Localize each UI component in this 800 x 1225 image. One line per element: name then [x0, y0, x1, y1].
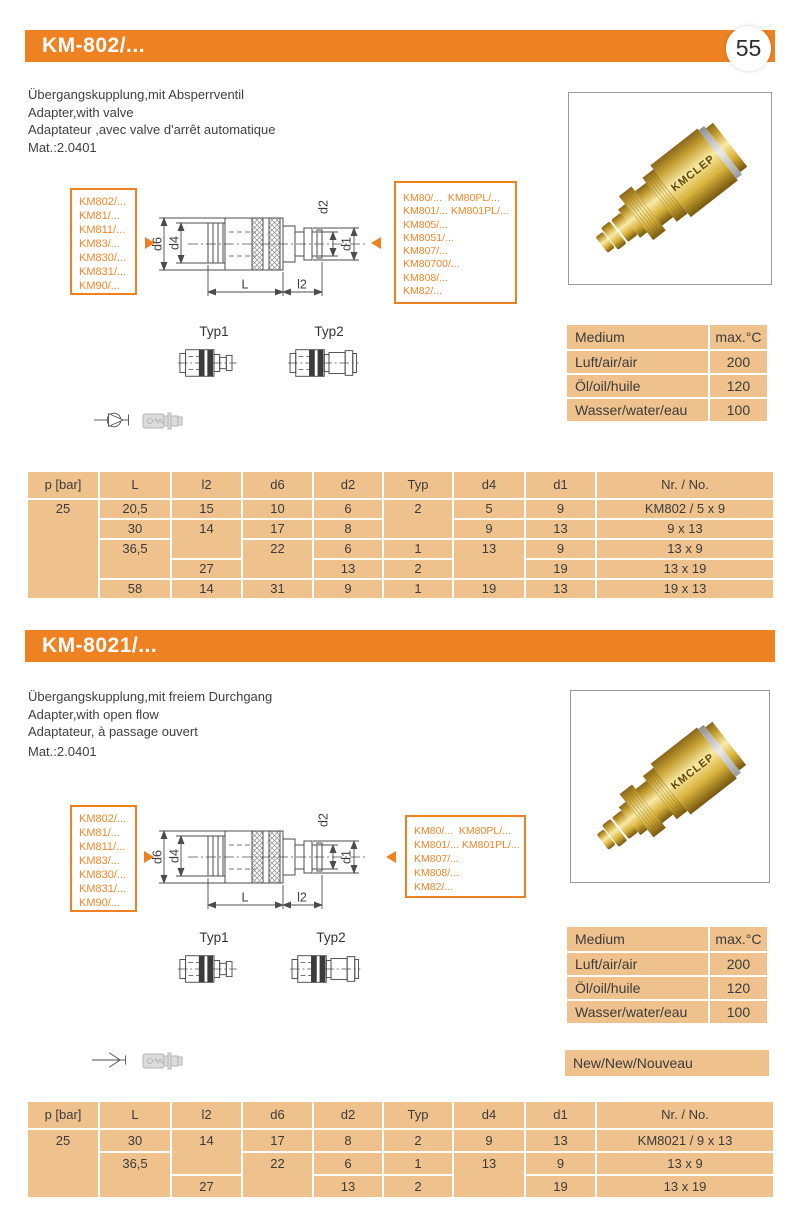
table-row — [566, 374, 768, 398]
typ2-drawing — [288, 344, 370, 382]
cell: 9 x 13 — [596, 519, 774, 539]
col-header: L — [99, 471, 171, 499]
table-row — [27, 539, 774, 559]
cell-temp: 100 — [709, 1000, 768, 1024]
code-item: KM82/... — [403, 285, 443, 298]
section1-medium-table — [565, 323, 769, 423]
cell: 19 — [453, 579, 525, 599]
code-item: KM808/... — [403, 271, 448, 284]
col-header: Typ — [383, 471, 453, 499]
table-row — [566, 1000, 768, 1024]
code-item: KM807/... — [414, 853, 459, 865]
section2-right-code-box — [405, 815, 526, 898]
cell: 1 — [383, 1152, 453, 1175]
cell: 30 — [99, 519, 171, 539]
cell: 8 — [313, 1129, 383, 1152]
col-header: d1 — [525, 1101, 596, 1129]
coupler-gray-icon — [142, 1048, 184, 1074]
brass-coupling-photo — [571, 691, 767, 880]
col-header: L — [99, 1101, 171, 1129]
code-item: KM831/... — [79, 883, 127, 895]
table-header-row — [27, 1101, 774, 1129]
section1-material: Mat.:2.0401 — [28, 140, 97, 155]
section2-spec-table — [26, 1100, 775, 1199]
col-header: p [bar] — [27, 1101, 99, 1129]
cell: 14 — [171, 579, 242, 599]
col-header-maxc: max.°C — [709, 926, 768, 952]
cell: 13 — [453, 539, 525, 579]
cell: 9 — [453, 519, 525, 539]
table-row — [566, 350, 768, 374]
cell: 19 — [525, 1175, 596, 1198]
cell: 9 — [525, 539, 596, 559]
cell: 2 — [383, 1175, 453, 1198]
cell: 9 — [525, 1152, 596, 1175]
cell: 58 — [99, 579, 171, 599]
cell: 13 — [525, 519, 596, 539]
cell: 19 x 13 — [596, 579, 774, 599]
cell: 17 — [242, 1129, 313, 1152]
col-header-medium: Medium — [566, 926, 709, 952]
section1-description — [28, 86, 275, 139]
cell: 13 — [525, 1129, 596, 1152]
cell: 19 — [525, 559, 596, 579]
cell-medium: Wasser/water/eau — [566, 1000, 709, 1024]
table-row — [27, 579, 774, 599]
description-fr: Adaptateur ,avec valve d'arrêt automatique — [28, 122, 276, 137]
code-item: KM811/... — [79, 224, 126, 236]
cell-p: 25 — [27, 499, 99, 599]
open-flow-symbol-icon — [92, 1050, 132, 1070]
cell-temp: 200 — [709, 952, 768, 976]
code-item: KM808/... — [414, 867, 459, 879]
cell-medium: Luft/air/air — [566, 350, 709, 374]
table-row — [27, 499, 774, 519]
cell: 5 — [453, 499, 525, 519]
cell: 13 — [525, 579, 596, 599]
cell: 14 — [171, 1129, 242, 1175]
cell: 30 — [99, 1129, 171, 1152]
table-row — [566, 976, 768, 1000]
cell-medium: Luft/air/air — [566, 952, 709, 976]
cell: 36,5 — [99, 539, 171, 579]
section1-title-bar — [25, 30, 775, 62]
cell: 2 — [383, 499, 453, 539]
cell: 13 x 19 — [596, 1175, 774, 1198]
code-item: KM81/... — [79, 210, 120, 222]
section2-title: KM-8021/... — [42, 634, 158, 657]
cell: 20,5 — [99, 499, 171, 519]
col-header: d2 — [313, 471, 383, 499]
table-row — [27, 1152, 774, 1175]
col-header: Typ — [383, 1101, 453, 1129]
cell: 13 x 19 — [596, 559, 774, 579]
cell: 27 — [171, 1175, 242, 1198]
cell-p: 25 — [27, 1129, 99, 1198]
col-header: d6 — [242, 1101, 313, 1129]
typ2-label: Typ2 — [314, 324, 344, 339]
brass-coupling-photo — [569, 93, 769, 282]
description-en: Adapter,with open flow — [28, 706, 159, 722]
cell: 6 — [313, 1152, 383, 1175]
section1-spec-table — [26, 470, 775, 600]
typ2-drawing — [290, 950, 372, 988]
cell-temp: 200 — [709, 350, 768, 374]
coupler-gray-icon — [142, 408, 184, 434]
cell: 22 — [242, 539, 313, 579]
code-item: KM802/... — [79, 196, 127, 208]
code-item: KM831/... — [79, 266, 127, 278]
table-row — [27, 1129, 774, 1152]
section1-technical-drawing — [152, 195, 367, 305]
arrow-left-icon — [386, 851, 396, 863]
table-row — [566, 398, 768, 422]
cell: KM802 / 5 x 9 — [596, 499, 774, 519]
new-badge: New/New/Nouveau — [565, 1050, 769, 1076]
cell: 2 — [383, 559, 453, 579]
cell: 14 — [171, 519, 242, 559]
arrow-left-icon — [371, 237, 381, 249]
section2-title-bar — [25, 630, 775, 662]
cell: 2 — [383, 1129, 453, 1152]
cell: 13 — [453, 1152, 525, 1198]
typ1-drawing — [178, 950, 250, 988]
section1-right-code-box — [394, 181, 517, 304]
cell-medium: Öl/oil/huile — [566, 374, 709, 398]
typ1-label: Typ1 — [199, 930, 229, 945]
description-de: Übergangskupplung,mit Absperrventil — [28, 87, 245, 102]
code-item: KM802/... — [79, 813, 127, 825]
cell: 9 — [525, 499, 596, 519]
cell: 1 — [383, 539, 453, 559]
col-header: Nr. / No. — [596, 471, 774, 499]
cell: 13 x 9 — [596, 539, 774, 559]
cell: 31 — [242, 579, 313, 599]
description-de: Übergangskupplung,mit freiem Durchgang — [28, 689, 273, 704]
typ1-drawing — [178, 344, 250, 382]
check-valve-symbol-icon — [94, 410, 134, 430]
description-fr: Adaptateur, à passage ouvert — [28, 724, 198, 739]
col-header: l2 — [171, 471, 242, 499]
cell-temp: 120 — [709, 976, 768, 1000]
code-item: KM81/... — [79, 827, 120, 839]
cell: 6 — [313, 539, 383, 559]
section2-product-photo — [570, 690, 770, 883]
cell: 15 — [171, 499, 242, 519]
cell-medium: Wasser/water/eau — [566, 398, 709, 422]
col-header: d2 — [313, 1101, 383, 1129]
cell: 27 — [171, 559, 242, 579]
col-header: l2 — [171, 1101, 242, 1129]
code-item: KM90/... — [79, 280, 120, 292]
cell: 9 — [313, 579, 383, 599]
section1-left-code-box — [70, 188, 137, 295]
section1-title: KM-802/... — [42, 34, 146, 57]
code-item: KM830/... — [79, 252, 127, 264]
col-header-maxc: max.°C — [709, 324, 768, 350]
section2-material: Mat.:2.0401 — [28, 744, 97, 759]
code-item: KM80/... KM80PL/... — [414, 825, 511, 837]
code-item: KM801/... KM801PL/... — [403, 205, 509, 218]
cell: 13 — [313, 559, 383, 579]
table-row — [566, 324, 768, 350]
section1-product-photo — [568, 92, 772, 285]
cell: 1 — [383, 579, 453, 599]
col-header: Nr. / No. — [596, 1101, 774, 1129]
cell: 36,5 — [99, 1152, 171, 1198]
description-en: Adapter,with valve — [28, 104, 134, 120]
cell: 9 — [453, 1129, 525, 1152]
typ2-label: Typ2 — [316, 930, 346, 945]
table-row — [566, 952, 768, 976]
col-header: d4 — [453, 1101, 525, 1129]
code-item: KM830/... — [79, 869, 127, 881]
cell: 17 — [242, 519, 313, 539]
section2-left-code-box — [70, 805, 137, 912]
code-item: KM80/... KM80PL/... — [403, 192, 500, 204]
code-item: KM807/... — [403, 245, 448, 258]
code-item: KM83/... — [79, 855, 120, 867]
code-item: KM83/... — [79, 238, 120, 250]
code-item: KM8051/... — [403, 231, 454, 244]
code-item: KM805/... — [403, 218, 448, 231]
cell-medium: Öl/oil/huile — [566, 976, 709, 1000]
page-number: 55 — [735, 35, 762, 61]
table-row — [566, 926, 768, 952]
code-item: KM82/... — [414, 881, 454, 893]
col-header: d1 — [525, 471, 596, 499]
page-number-badge — [726, 26, 771, 71]
table-header-row — [27, 471, 774, 499]
col-header-medium: Medium — [566, 324, 709, 350]
code-item: KM80700/... — [403, 258, 460, 271]
cell-temp: 120 — [709, 374, 768, 398]
section2-medium-table — [565, 925, 769, 1025]
code-item: KM801/... KM801PL/... — [414, 839, 520, 851]
cell: KM8021 / 9 x 13 — [596, 1129, 774, 1152]
cell: 13 x 9 — [596, 1152, 774, 1175]
section2-description — [28, 688, 272, 741]
code-item: KM90/... — [79, 897, 120, 909]
col-header: d6 — [242, 471, 313, 499]
cell-temp: 100 — [709, 398, 768, 422]
cell: 13 — [313, 1175, 383, 1198]
cell: 22 — [242, 1152, 313, 1198]
section2-technical-drawing — [152, 808, 367, 918]
col-header: d4 — [453, 471, 525, 499]
col-header: p [bar] — [27, 471, 99, 499]
cell: 6 — [313, 499, 383, 519]
cell: 8 — [313, 519, 383, 539]
code-item: KM811/... — [79, 841, 126, 853]
typ1-label: Typ1 — [199, 324, 229, 339]
cell: 10 — [242, 499, 313, 519]
